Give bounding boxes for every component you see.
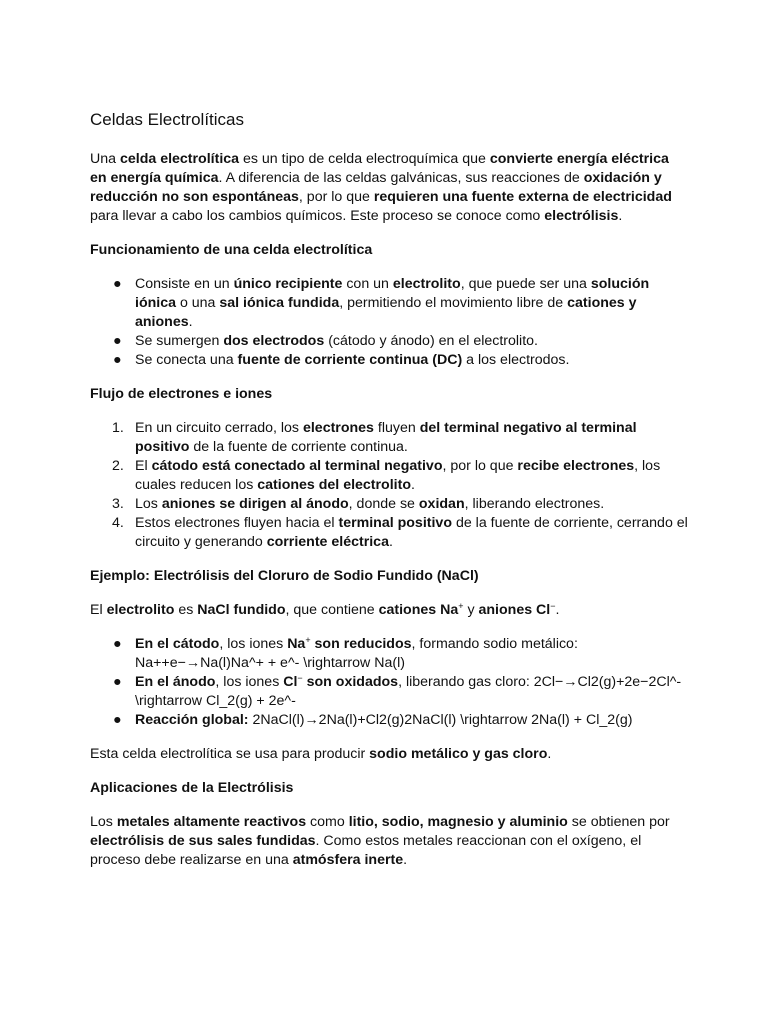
list-item [113, 635, 688, 673]
list-item [113, 673, 688, 711]
bold-text: electrólisis de sus sales fundidas [90, 833, 316, 849]
text-run: Estos electrones fluyen hacia el [135, 515, 339, 531]
bullet-marker: ● [113, 276, 122, 292]
numbered-list-flujo [90, 419, 688, 552]
bold-text: único recipiente [233, 276, 343, 292]
bold-text: cátodo está conectado al terminal negativo [151, 458, 443, 474]
bullet-marker: ● [113, 712, 122, 728]
text-run: , que puede ser una [460, 276, 591, 292]
text-run: , donde se [348, 496, 419, 512]
list-item [113, 351, 688, 370]
bold-text: son oxidados [302, 674, 399, 690]
text-run: . A diferencia de las celdas galvánicas, sus reacciones de [218, 170, 584, 186]
bullet-list-funcionamiento [90, 275, 688, 370]
bullet-list-ejemplo [90, 635, 688, 730]
bold-text: electrolito [392, 276, 461, 292]
text-run: . [618, 208, 623, 224]
text-run: , los iones [215, 674, 284, 690]
bold-text: atmósfera inerte [292, 852, 404, 868]
ejemplo-closing-paragraph [90, 745, 688, 764]
bold-text: solución iónica [135, 276, 650, 311]
superscript-text: + [458, 601, 464, 611]
bold-text: oxidación y reducción no son espontáneas [90, 170, 662, 205]
text-run: El [135, 458, 152, 474]
bold-text: En el cátodo [135, 636, 220, 652]
bold-text: metales altamente reactivos [116, 814, 307, 830]
list-item [112, 457, 688, 495]
text-run: 2NaCl(l)→2Na(l)+Cl2(g)2NaCl(l) \rightarrow 2Na(l) + Cl_2(g) [248, 712, 633, 728]
bold-text: requieren una fuente externa de electricidad [373, 189, 672, 205]
section-heading-funcionamiento: Funcionamiento de una celda electrolítica [90, 242, 373, 258]
section-heading-flujo: Flujo de electrones e iones [90, 386, 273, 402]
text-run: , por lo que [442, 458, 518, 474]
list-item [112, 495, 688, 514]
text-run: . [411, 477, 415, 493]
text-run: es un tipo de celda electroquímica que [239, 151, 490, 167]
text-run: , que contiene [285, 602, 379, 618]
section-heading-ejemplo: Ejemplo: Electrólisis del Cloruro de Sodio Fundido (NaCl) [90, 568, 479, 584]
bold-text: son reducidos [310, 636, 412, 652]
text-run: Consiste en un [135, 276, 234, 292]
bold-text: aniones Cl [478, 602, 551, 618]
bold-text: Reacción global: [135, 712, 249, 728]
list-number: 4. [112, 515, 124, 531]
text-run: Se conecta una [135, 352, 238, 368]
text-run: como [306, 814, 349, 830]
list-item [112, 514, 688, 552]
bold-text: electrólisis [544, 208, 619, 224]
text-run: , los iones [219, 636, 288, 652]
bold-text: Na [287, 636, 306, 652]
text-run: , formando sodio metálico: Na++e−→Na(l)Na^+ + e^- \rightarrow Na(l) [135, 636, 578, 671]
bold-text: litio, sodio, magnesio y aluminio [348, 814, 568, 830]
text-run: con un [342, 276, 393, 292]
text-run: Esta celda electrolítica se usa para producir [90, 746, 370, 762]
bold-text: recibe electrones [517, 458, 635, 474]
list-item [113, 711, 688, 730]
superscript-text: − [550, 601, 556, 611]
text-run: o una [176, 295, 220, 311]
text-run: de la fuente de corriente continua. [189, 439, 408, 455]
bold-text: electrolito [106, 602, 175, 618]
bullet-marker: ● [113, 352, 122, 368]
section-heading-aplicaciones: Aplicaciones de la Electrólisis [90, 780, 294, 796]
text-run: y [463, 602, 479, 618]
text-run: , liberando gas cloro: 2Cl−→Cl2(g)+2e−2Cl^- \rightarrow Cl_2(g) + 2e^- [135, 674, 682, 709]
superscript-text: + [305, 635, 311, 645]
list-number: 3. [112, 496, 124, 512]
text-run: (cátodo y ánodo) en el electrolito. [324, 333, 538, 349]
list-number: 2. [112, 458, 124, 474]
text-run: fluyen [373, 420, 420, 436]
text-run: . [188, 314, 193, 330]
bold-text: Cl [283, 674, 298, 690]
text-run: Se sumergen [135, 333, 224, 349]
text-run: . [403, 852, 408, 868]
bold-text: cationes del electrolito [257, 477, 411, 493]
bold-text: sodio metálico y gas cloro [369, 746, 548, 762]
bold-text: cationes y aniones [135, 295, 637, 330]
bold-text: oxidan [418, 496, 465, 512]
text-run: Una [90, 151, 120, 167]
ejemplo-paragraph [90, 601, 688, 620]
bold-text: sal iónica fundida [219, 295, 340, 311]
aplicaciones-paragraph [90, 813, 688, 870]
text-run: . Como estos metales reaccionan con el oxígeno, el proceso debe realizarse en una [90, 833, 642, 868]
bold-text: terminal positivo [338, 515, 452, 531]
text-run: . [388, 534, 393, 550]
bullet-marker: ● [113, 333, 122, 349]
text-run: se obtienen por [567, 814, 670, 830]
bold-text: dos electrodos [223, 333, 325, 349]
text-run: es [174, 602, 198, 618]
list-item [113, 332, 688, 351]
text-run: En un circuito cerrado, los [135, 420, 303, 436]
bullet-marker: ● [113, 674, 122, 690]
text-run: Los [90, 814, 117, 830]
bold-text: aniones se dirigen al ánodo [161, 496, 349, 512]
text-run: Los [135, 496, 162, 512]
list-number: 1. [112, 420, 124, 436]
text-run: , los cuales reducen los [135, 458, 661, 493]
bold-text: fuente de corriente continua (DC) [237, 352, 463, 368]
text-run: , permitiendo el movimiento libre de [339, 295, 568, 311]
text-run: El [90, 602, 107, 618]
text-run: , liberando electrones. [464, 496, 605, 512]
bold-text: celda electrolítica [119, 151, 240, 167]
superscript-text: − [297, 673, 303, 683]
bold-text: En el ánodo [135, 674, 216, 690]
text-run: . [555, 602, 560, 618]
bold-text: del terminal negativo al terminal positivo [135, 420, 637, 455]
bold-text: NaCl fundido [197, 602, 286, 618]
text-run: , por lo que [298, 189, 374, 205]
bold-text: convierte energía eléctrica en energía química [90, 151, 669, 186]
bold-text: corriente eléctrica [266, 534, 389, 550]
text-run: de la fuente de corriente, cerrando el circuito y generando [135, 515, 688, 550]
text-run: . [547, 746, 552, 762]
list-item [112, 419, 688, 457]
text-run: para llevar a cabo los cambios químicos. Este proceso se conoce como [90, 208, 545, 224]
bold-text: electrones [302, 420, 374, 436]
intro-paragraph [90, 150, 688, 226]
bold-text: cationes Na [378, 602, 459, 618]
list-item [113, 275, 688, 332]
bullet-marker: ● [113, 636, 122, 652]
text-run: a los electrodos. [462, 352, 570, 368]
document-title: Celdas Electrolíticas [90, 110, 245, 129]
